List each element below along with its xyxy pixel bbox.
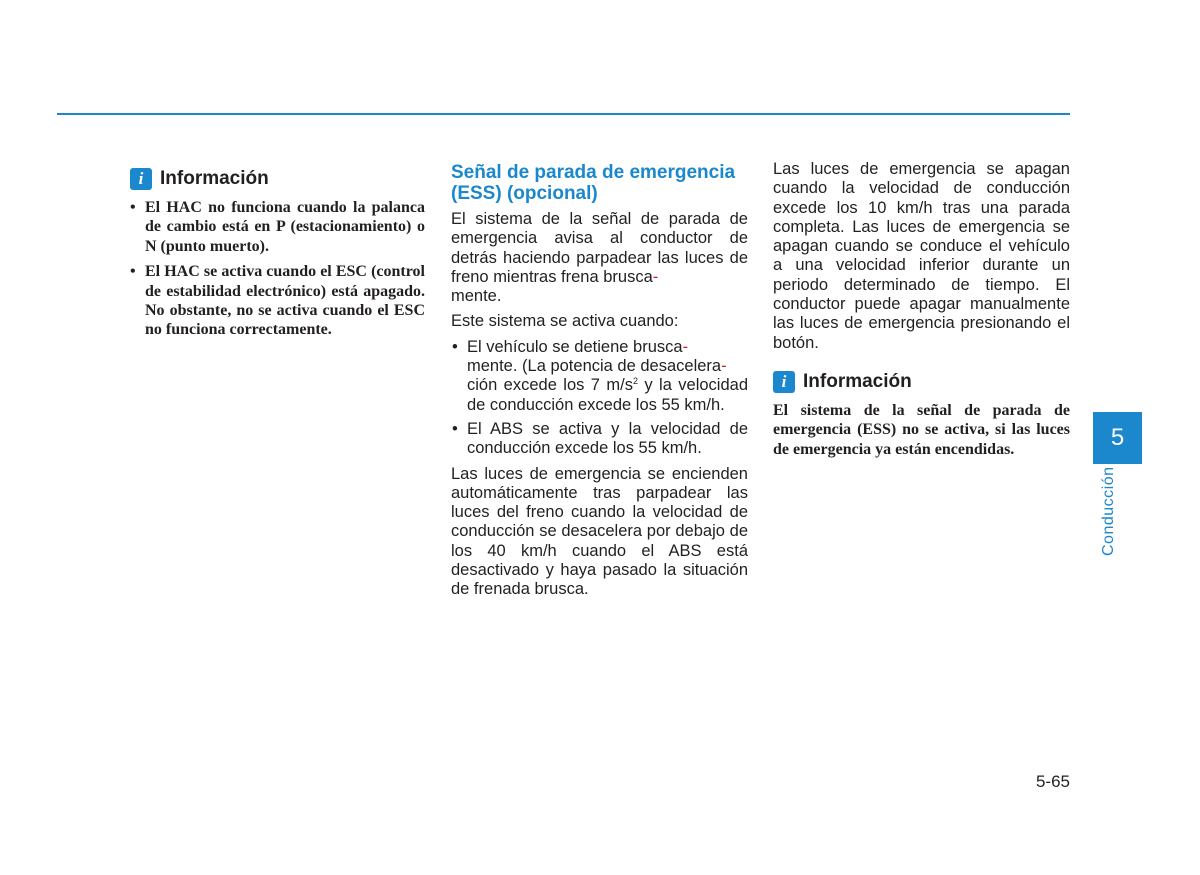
- info-header-hac: [130, 168, 425, 190]
- chapter-label: Conducción: [1100, 466, 1117, 556]
- page-number: 5-65: [1035, 772, 1070, 791]
- activation-conditions: [451, 338, 748, 459]
- ess-info-text: El sistema de la señal de parada de emergencia (ESS) no se activa, si las luces de emergencia ya están encendidas.: [773, 401, 1070, 458]
- info-icon: i: [773, 371, 795, 393]
- hac-info-list: [130, 198, 425, 340]
- ess-intro: El sistema de la señal de parada de emergencia avisa al conductor de detrás haciendo parpadear las luces de freno mientras frena brusca- mente.: [451, 210, 748, 306]
- chapter-number-tab: 5: [1093, 412, 1142, 464]
- list-item: • El vehículo se detiene brusca- mente. (La potencia de desacelera- ción excede los 7 $m/s^2$ y la velocidad de conducción excede los 55 km/h.: [451, 338, 748, 415]
- info-header-ess: [773, 371, 1070, 393]
- list-item: • El ABS se activa y la velocidad de conducción excede los 55 km/h.: [451, 420, 748, 459]
- hazard-lights-paragraph: Las luces de emergencia se encienden automáticamente tras parpadear las luces del freno cuando la velocidad de conducción se desacelera por debajo de los 40 km/h cuando el ABS está desactivado y haya pasado la situación de frenada brusca.: [451, 464, 748, 599]
- header-rule: [57, 113, 1070, 115]
- list-item: • El HAC no funciona cuando la palanca de cambio está en P (estacionamiento) o N (punto muerto).: [130, 198, 425, 256]
- info-title: Información: [160, 168, 269, 189]
- middle-column: [451, 160, 748, 606]
- right-column: [773, 160, 1070, 459]
- hazard-off-paragraph: Las luces de emergencia se apagan cuando la velocidad de conducción excede los 10 km/h tras una parada completa. Las luces de emergencia se apagan cuando se conduce el vehículo a una velocidad inferior durante un periodo determinado de tiempo. El conductor puede apagar manualmente las luces de emergencia presionando el botón.: [773, 160, 1070, 352]
- section-title: Señal de parada de emergencia (ESS) (opcional): [451, 162, 736, 204]
- activation-lead: Este sistema se activa cuando:: [451, 312, 679, 331]
- info-icon: i: [130, 168, 152, 190]
- info-title: Información: [803, 370, 912, 392]
- list-item: • El HAC se activa cuando el ESC (control de estabilidad electrónico) está apagado. No obstante, no se activa cuando el ESC no funciona correctamente.: [130, 262, 425, 340]
- left-column: [130, 160, 425, 346]
